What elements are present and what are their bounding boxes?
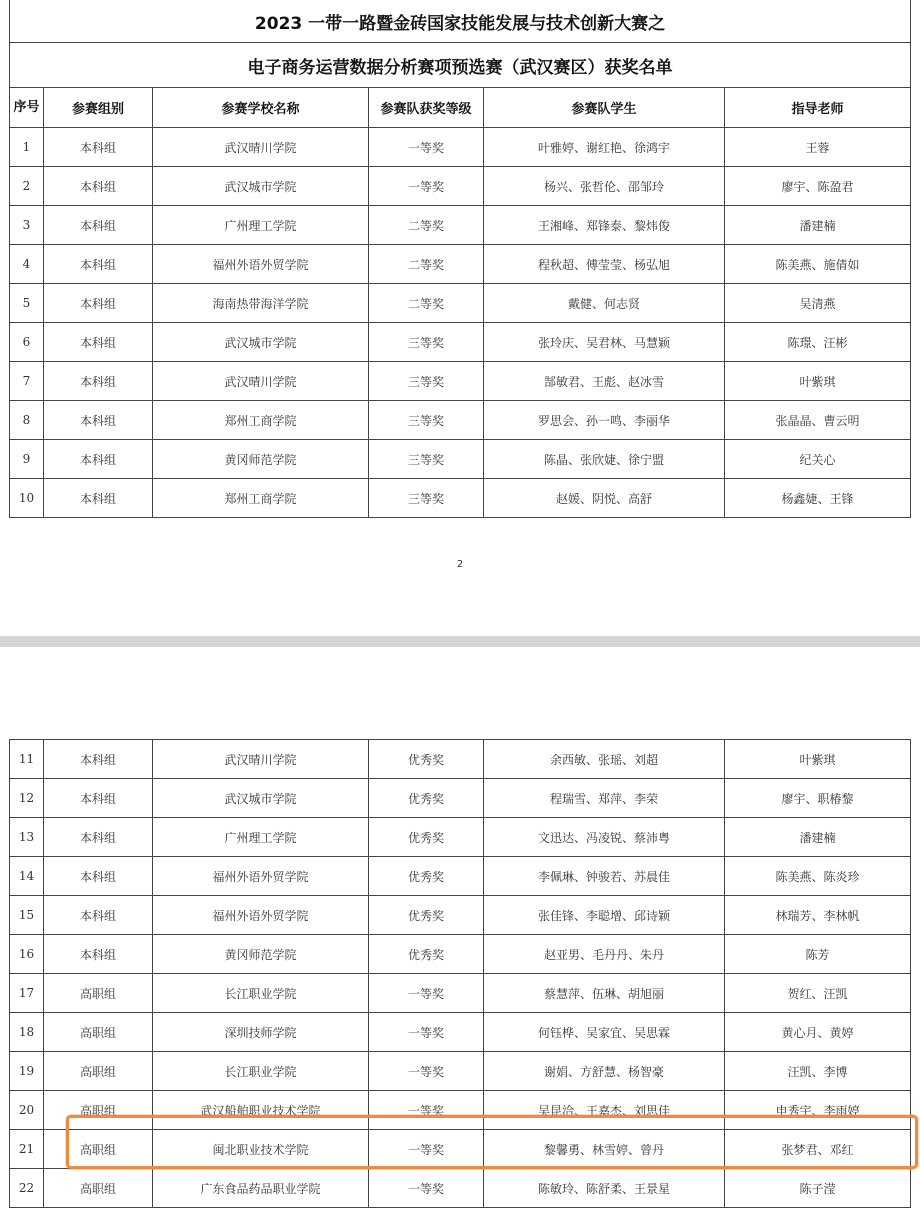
cell-teachers: 廖宇、职椿黎: [725, 779, 911, 818]
cell-teachers: 廖宇、陈盈君: [725, 167, 911, 206]
cell-level: 二等奖: [369, 245, 484, 284]
cell-teachers: 汪凯、李博: [725, 1052, 911, 1091]
cell-school: 武汉晴川学院: [153, 740, 369, 779]
cell-group: 本科组: [44, 323, 153, 362]
cell-level: 优秀奖: [369, 896, 484, 935]
cell-level: 三等奖: [369, 323, 484, 362]
cell-school: 武汉船舶职业技术学院: [153, 1091, 369, 1130]
cell-level: 一等奖: [369, 167, 484, 206]
cell-school: 广州理工学院: [153, 818, 369, 857]
cell-seq: 2: [10, 167, 44, 206]
cell-level: 三等奖: [369, 401, 484, 440]
cell-students: 罗思会、孙一鸣、李丽华: [484, 401, 725, 440]
cell-students: 郜敏君、王彪、赵冰雪: [484, 362, 725, 401]
cell-group: 本科组: [44, 479, 153, 518]
cell-students: 文迅达、冯凌锐、蔡沛粤: [484, 818, 725, 857]
table-row: [10, 740, 911, 779]
results-table-page-2: [9, 739, 911, 1208]
cell-students: 程秋超、傅莹莹、杨弘旭: [484, 245, 725, 284]
cell-group: 本科组: [44, 857, 153, 896]
cell-school: 深圳技师学院: [153, 1013, 369, 1052]
cell-teachers: 潘建楠: [725, 206, 911, 245]
cell-level: 一等奖: [369, 1013, 484, 1052]
cell-teachers: 黄心月、黄婷: [725, 1013, 911, 1052]
cell-school: 海南热带海洋学院: [153, 284, 369, 323]
cell-seq: 22: [10, 1169, 44, 1208]
header-seq: 序号: [10, 88, 44, 128]
cell-level: 优秀奖: [369, 818, 484, 857]
cell-level: 优秀奖: [369, 857, 484, 896]
table-row: [10, 1013, 911, 1052]
cell-group: 高职组: [44, 1091, 153, 1130]
cell-school: 闽北职业技术学院: [153, 1130, 369, 1169]
cell-students: 陈敏玲、陈舒柔、王景星: [484, 1169, 725, 1208]
cell-seq: 7: [10, 362, 44, 401]
cell-teachers: 张梦君、邓红: [725, 1130, 911, 1169]
cell-students: 张佳锋、李聪增、邱诗颖: [484, 896, 725, 935]
cell-students: 赵亚男、毛丹丹、朱丹: [484, 935, 725, 974]
cell-school: 黄冈师范学院: [153, 935, 369, 974]
cell-level: 一等奖: [369, 1130, 484, 1169]
cell-students: 蔡慧萍、伍琳、胡旭丽: [484, 974, 725, 1013]
cell-seq: 17: [10, 974, 44, 1013]
cell-group: 本科组: [44, 440, 153, 479]
cell-students: 赵媛、阴悦、高舒: [484, 479, 725, 518]
cell-school: 武汉城市学院: [153, 779, 369, 818]
cell-students: 谢娟、方舒慧、杨智豪: [484, 1052, 725, 1091]
cell-group: 高职组: [44, 974, 153, 1013]
cell-group: 本科组: [44, 362, 153, 401]
cell-school: 郑州工商学院: [153, 401, 369, 440]
cell-school: 广州理工学院: [153, 206, 369, 245]
cell-school: 福州外语外贸学院: [153, 245, 369, 284]
cell-group: 高职组: [44, 1169, 153, 1208]
cell-teachers: 叶紫琪: [725, 362, 911, 401]
cell-group: 本科组: [44, 206, 153, 245]
cell-level: 三等奖: [369, 440, 484, 479]
cell-seq: 18: [10, 1013, 44, 1052]
cell-level: 二等奖: [369, 284, 484, 323]
cell-group: 本科组: [44, 167, 153, 206]
cell-seq: 12: [10, 779, 44, 818]
cell-group: 本科组: [44, 818, 153, 857]
cell-school: 长江职业学院: [153, 974, 369, 1013]
table-row: [10, 974, 911, 1013]
cell-level: 二等奖: [369, 206, 484, 245]
cell-students: 张玲庆、吴君林、马慧颖: [484, 323, 725, 362]
cell-seq: 6: [10, 323, 44, 362]
cell-level: 一等奖: [369, 128, 484, 167]
cell-teachers: 陈芳: [725, 935, 911, 974]
cell-group: 高职组: [44, 1013, 153, 1052]
header-school: 参赛学校名称: [153, 88, 369, 128]
cell-teachers: 陈璟、汪彬: [725, 323, 911, 362]
cell-group: 本科组: [44, 128, 153, 167]
table-row: [10, 1169, 911, 1208]
cell-teachers: 陈子滢: [725, 1169, 911, 1208]
cell-teachers: 申秀宇、李雨婷: [725, 1091, 911, 1130]
cell-teachers: 潘建楠: [725, 818, 911, 857]
table-row: [10, 1052, 911, 1091]
table-row: [10, 935, 911, 974]
header-teachers: 指导老师: [725, 88, 911, 128]
cell-students: 杨兴、张哲伦、邵邹玲: [484, 167, 725, 206]
cell-group: 高职组: [44, 1052, 153, 1091]
cell-group: 本科组: [44, 284, 153, 323]
cell-level: 优秀奖: [369, 935, 484, 974]
cell-school: 武汉城市学院: [153, 167, 369, 206]
cell-teachers: 陈美燕、陈炎珍: [725, 857, 911, 896]
cell-students: 黎馨勇、林雪婷、曾丹: [484, 1130, 725, 1169]
cell-school: 福州外语外贸学院: [153, 896, 369, 935]
cell-teachers: 林瑞芳、李林帆: [725, 896, 911, 935]
cell-seq: 14: [10, 857, 44, 896]
cell-group: 高职组: [44, 1130, 153, 1169]
cell-school: 郑州工商学院: [153, 479, 369, 518]
cell-group: 本科组: [44, 896, 153, 935]
cell-students: 陈晶、张欣婕、徐宁盟: [484, 440, 725, 479]
cell-school: 武汉晴川学院: [153, 128, 369, 167]
cell-seq: 10: [10, 479, 44, 518]
cell-level: 优秀奖: [369, 740, 484, 779]
cell-school: 武汉城市学院: [153, 323, 369, 362]
cell-level: 三等奖: [369, 362, 484, 401]
cell-seq: 13: [10, 818, 44, 857]
cell-seq: 16: [10, 935, 44, 974]
cell-level: 一等奖: [369, 1091, 484, 1130]
cell-students: 程瑞雪、郑萍、李荣: [484, 779, 725, 818]
cell-school: 黄冈师范学院: [153, 440, 369, 479]
cell-students: 余西敏、张瑶、刘超: [484, 740, 725, 779]
cell-level: 优秀奖: [369, 779, 484, 818]
table-row: [10, 857, 911, 896]
cell-students: 吴昆洽、王嘉杰、刘思佳: [484, 1091, 725, 1130]
cell-seq: 15: [10, 896, 44, 935]
cell-school: 武汉晴川学院: [153, 362, 369, 401]
cell-teachers: 王蓉: [725, 128, 911, 167]
cell-seq: 3: [10, 206, 44, 245]
cell-teachers: 杨鑫婕、王锋: [725, 479, 911, 518]
cell-teachers: 叶紫琪: [725, 740, 911, 779]
cell-group: 本科组: [44, 740, 153, 779]
cell-students: 王湘峰、郑锋泰、黎炜俊: [484, 206, 725, 245]
page-number: 2: [456, 559, 464, 570]
cell-students: 李佩琳、钟骏若、苏晨佳: [484, 857, 725, 896]
cell-group: 本科组: [44, 401, 153, 440]
cell-seq: 4: [10, 245, 44, 284]
cell-group: 本科组: [44, 779, 153, 818]
cell-seq: 19: [10, 1052, 44, 1091]
cell-school: 广东食品药品职业学院: [153, 1169, 369, 1208]
cell-teachers: 纪关心: [725, 440, 911, 479]
cell-school: 福州外语外贸学院: [153, 857, 369, 896]
cell-teachers: 张晶晶、曹云明: [725, 401, 911, 440]
header-level: 参赛队获奖等级: [369, 88, 484, 128]
cell-seq: 8: [10, 401, 44, 440]
header-students: 参赛队学生: [484, 88, 725, 128]
cell-level: 一等奖: [369, 1169, 484, 1208]
cell-level: 一等奖: [369, 1052, 484, 1091]
cell-group: 本科组: [44, 935, 153, 974]
cell-seq: 11: [10, 740, 44, 779]
cell-seq: 5: [10, 284, 44, 323]
cell-seq: 21: [10, 1130, 44, 1169]
cell-seq: 1: [10, 128, 44, 167]
table-row: [10, 1091, 911, 1130]
table-row: [10, 896, 911, 935]
cell-students: 戴健、何志贤: [484, 284, 725, 323]
table-body-page-2: [10, 740, 911, 1208]
cell-level: 三等奖: [369, 479, 484, 518]
table-row: [10, 779, 911, 818]
document-title-line-2: 电子商务运营数据分析赛项预选赛（武汉赛区）获奖名单: [10, 43, 911, 88]
table-row: [10, 818, 911, 857]
cell-students: 何钰桦、吴家宜、吴思霖: [484, 1013, 725, 1052]
cell-level: 一等奖: [369, 974, 484, 1013]
cell-students: 叶雅婷、谢红艳、徐鸿宇: [484, 128, 725, 167]
document-title-line-1: 2023 一带一路暨金砖国家技能发展与技术创新大赛之: [10, 0, 911, 43]
cell-seq: 20: [10, 1091, 44, 1130]
cell-seq: 9: [10, 440, 44, 479]
table-row: [10, 1130, 911, 1169]
cell-teachers: 吴清燕: [725, 284, 911, 323]
header-group: 参赛组别: [44, 88, 153, 128]
cell-group: 本科组: [44, 245, 153, 284]
cell-teachers: 贺红、汪凯: [725, 974, 911, 1013]
cell-teachers: 陈美燕、施倩如: [725, 245, 911, 284]
cell-school: 长江职业学院: [153, 1052, 369, 1091]
